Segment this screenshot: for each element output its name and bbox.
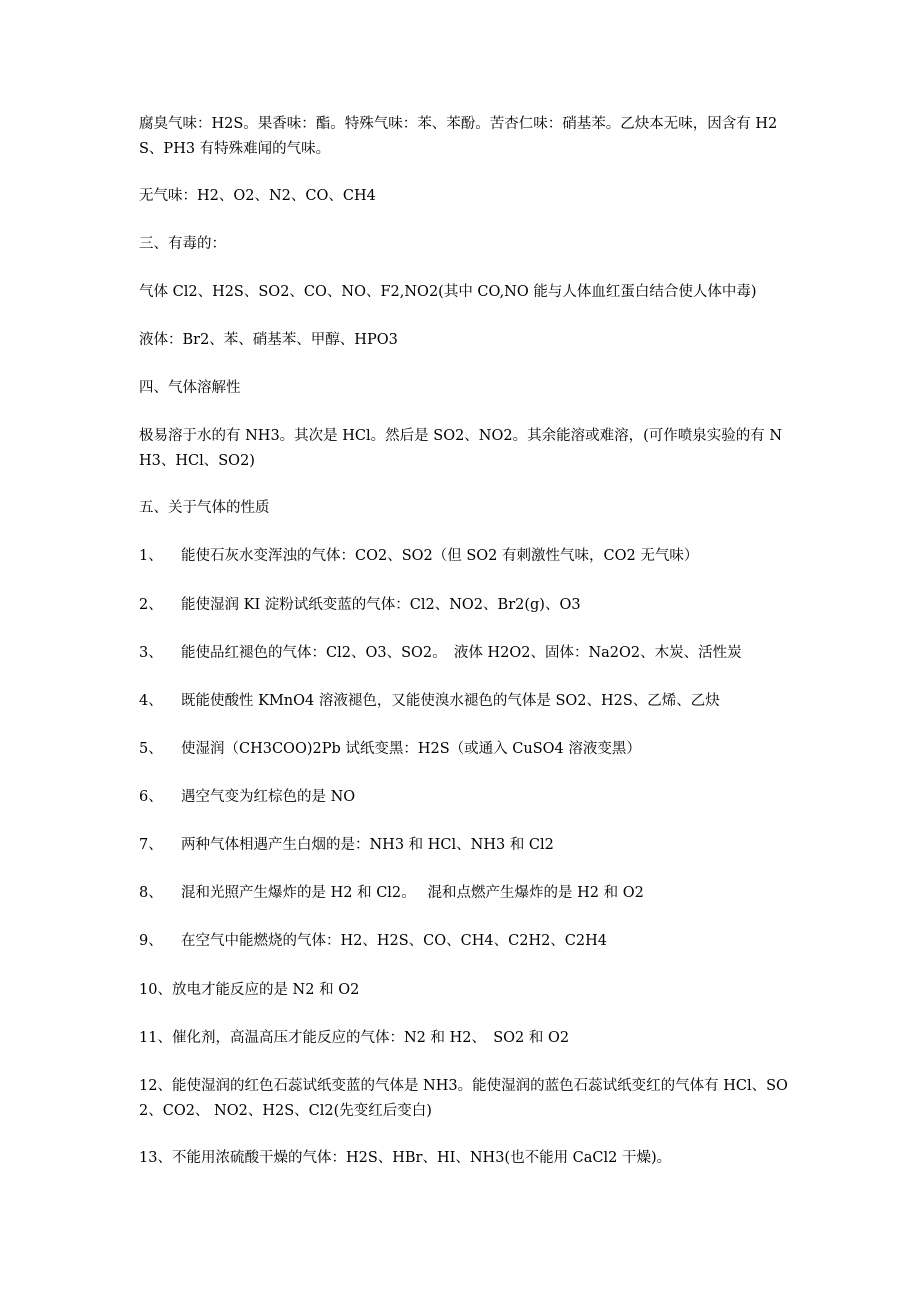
list-item-text: 遇空气变为红棕色的是 NO — [181, 789, 356, 805]
list-item-number: 9、 — [139, 933, 163, 949]
list-item — [139, 881, 789, 906]
paragraph-solubility: 极易溶于水的有 NH3。其次是 HCl。然后是 SO2、NO2。其余能溶或难溶，(可作喷泉实验的有 NH3、HCl、SO2) — [139, 428, 783, 469]
list-item-text: 使湿润（CH3COO)2Pb 试纸变黑：H2S（或通入 CuSO4 溶液变黑） — [181, 741, 641, 757]
list-item — [139, 833, 789, 858]
heading-solubility: 四、气体溶解性 — [139, 380, 241, 396]
list-item-text: 既能使酸性 KMnO4 溶液褪色，又能使溴水褪色的气体是 SO2、H2S、乙烯、乙炔 — [181, 693, 720, 709]
list-item — [139, 929, 789, 954]
list-item-text: 在空气中能燃烧的气体：H2、H2S、CO、CH4、C2H2、C2H4 — [181, 933, 607, 949]
heading-properties: 五、关于气体的性质 — [139, 500, 270, 516]
list-item-text: 能使品红褪色的气体：Cl2、O3、SO2。 液体 H2O2、固体：Na2O2、木炭、活性炭 — [181, 645, 742, 661]
list-item — [139, 737, 789, 762]
list-item — [139, 593, 789, 618]
heading-toxic: 三、有毒的： — [139, 236, 226, 252]
list-item-text: 两种气体相遇产生白烟的是：NH3 和 HCl、NH3 和 Cl2 — [181, 837, 554, 853]
list-item — [139, 689, 789, 714]
paragraph-item-11: 11、催化剂，高温高压才能反应的气体：N2 和 H2、 SO2 和 O2 — [139, 1030, 570, 1046]
list-item-number: 3、 — [139, 645, 163, 661]
list-item-number: 2、 — [139, 597, 163, 613]
list-item-number: 8、 — [139, 885, 163, 901]
paragraph-toxic-gases: 气体 Cl2、H2S、SO2、CO、NO、F2,NO2(其中 CO,NO 能与人体血红蛋白结合使人体中毒) — [139, 284, 757, 300]
paragraph-item-12: 12、能使湿润的红色石蕊试纸变蓝的气体是 NH3。能使湿润的蓝色石蕊试纸变红的气体有 HCl、SO2、CO2、 NO2、H2S、Cl2(先变红后变白) — [139, 1078, 788, 1119]
list-item-number: 7、 — [139, 837, 163, 853]
list-item-text: 能使湿润 KI 淀粉试纸变蓝的气体：Cl2、NO2、Br2(g)、O3 — [181, 597, 581, 613]
list-item — [139, 785, 789, 810]
list-item-number: 5、 — [139, 741, 163, 757]
paragraph-odorless: 无气味：H2、O2、N2、CO、CH4 — [139, 188, 376, 204]
list-item-number: 4、 — [139, 693, 163, 709]
paragraph-item-13: 13、不能用浓硫酸干燥的气体：H2S、HBr、HI、NH3(也不能用 CaCl2 干燥)。 — [139, 1150, 672, 1166]
list-item-text: 混和光照产生爆炸的是 H2 和 Cl2。 混和点燃产生爆炸的是 H2 和 O2 — [181, 885, 644, 901]
list-item-number: 1、 — [139, 548, 163, 564]
list-item-text: 能使石灰水变浑浊的气体：CO2、SO2（但 SO2 有刺激性气味，CO2 无气味） — [181, 548, 699, 564]
list-item-number: 6、 — [139, 789, 163, 805]
paragraph-toxic-liquids: 液体：Br2、苯、硝基苯、甲醇、HPO3 — [139, 332, 398, 348]
list-item — [139, 544, 789, 569]
paragraph-item-10: 10、放电才能反应的是 N2 和 O2 — [139, 982, 360, 998]
list-item — [139, 641, 789, 666]
paragraph-odor: 腐臭气味：H2S。果香味：酯。特殊气味：苯、苯酚。苦杏仁味：硝基苯。乙炔本无味，因含有 H2S、PH3 有特殊难闻的气味。 — [139, 116, 778, 157]
